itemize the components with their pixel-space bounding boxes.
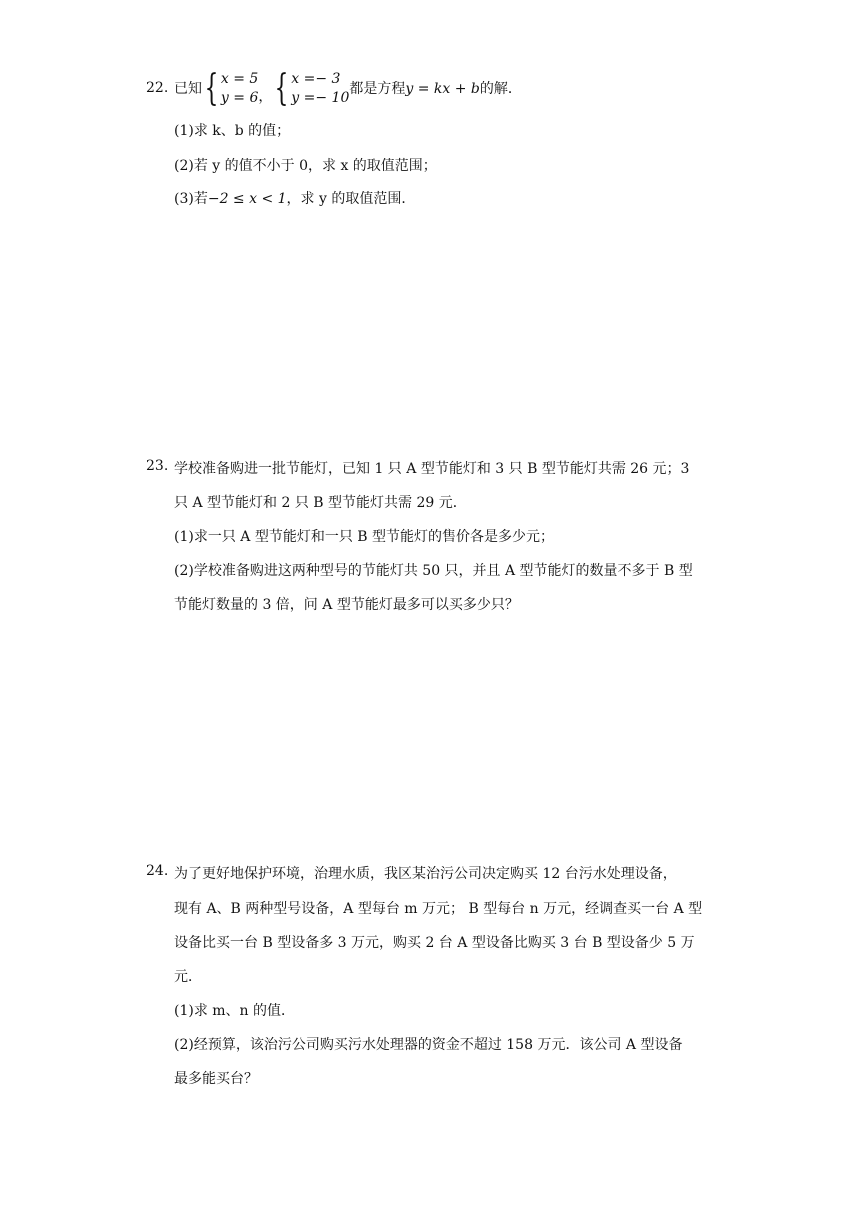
inequality: −2 ≤ x < 1 [207,191,287,207]
system-1-bottom: y = 6 [220,90,259,106]
question-22-part-3 [174,188,415,208]
question-23-line-1: 学校准备购进一批节能灯，已知 1 只 A 型节能灯和 3 只 B 型节能灯共需 26 元；3 [174,461,690,477]
part-3-suffix: ，求 y 的取值范围． [286,191,416,207]
question-22-part-2: (2)若 y 的值不小于 0，求 x 的取值范围； [174,158,437,174]
question-24-part-2-line-2: 最多能买台？ [174,1071,258,1087]
equation: y = kx + b [405,81,480,97]
left-brace: { [204,68,219,109]
intro-suffix-a: 都是方程 [349,81,406,97]
intro-suffix-b: 的解． [479,81,522,97]
left-brace: { [274,68,289,109]
question-23-part-2-line-1: (2)学校准备购进这两种型号的节能灯共 50 只，并且 A 型节能灯的数量不多于 B 型 [174,563,693,579]
equation-system-1 [221,70,258,108]
separator: ， [258,89,273,105]
question-24-line-3: 设备比买一台 B 型设备多 3 万元，购买 2 台 A 型设备比购买 3 台 B 型设备少 5 万 [174,935,695,951]
part-3-prefix: (3)若 [174,191,208,207]
question-22-intro [174,70,522,108]
system-2-top: x =− 3 [291,71,341,87]
equation-system-2 [291,70,349,108]
system-1-top: x = 5 [220,71,259,87]
system-2-bottom: y =− 10 [291,90,350,106]
question-number: 24. [146,863,169,879]
question-23-part-2-line-2: 节能灯数量的 3 倍，问 A 型节能灯最多可以买多少只？ [174,597,519,613]
question-24-line-1: 为了更好地保护环境，治理水质，我区某治污公司决定购买 12 台污水处理设备， [174,866,677,882]
question-24-line-4: 元． [174,969,202,985]
question-23-part-1: (1)求一只 A 型节能灯和一只 B 型节能灯的售价各是多少元； [174,529,555,545]
question-24-part-2-line-1: (2)经预算，该治污公司购买污水处理器的资金不超过 158 万元．该公司 A 型设备 [174,1037,683,1053]
question-24-line-2: 现有 A、B 两种型号设备，A 型每台 m 万元； B 型每台 n 万元，经调查买一台 A 型 [174,901,703,917]
question-24-part-1: (1)求 m、n 的值． [174,1003,296,1019]
question-22-part-1: (1)求 k、b 的值； [174,123,291,139]
intro-prefix: 已知 [174,81,202,97]
question-number: 22. [146,80,169,96]
question-23-line-2: 只 A 型节能灯和 2 只 B 型节能灯共需 29 元． [174,495,467,511]
question-number: 23. [146,458,169,474]
